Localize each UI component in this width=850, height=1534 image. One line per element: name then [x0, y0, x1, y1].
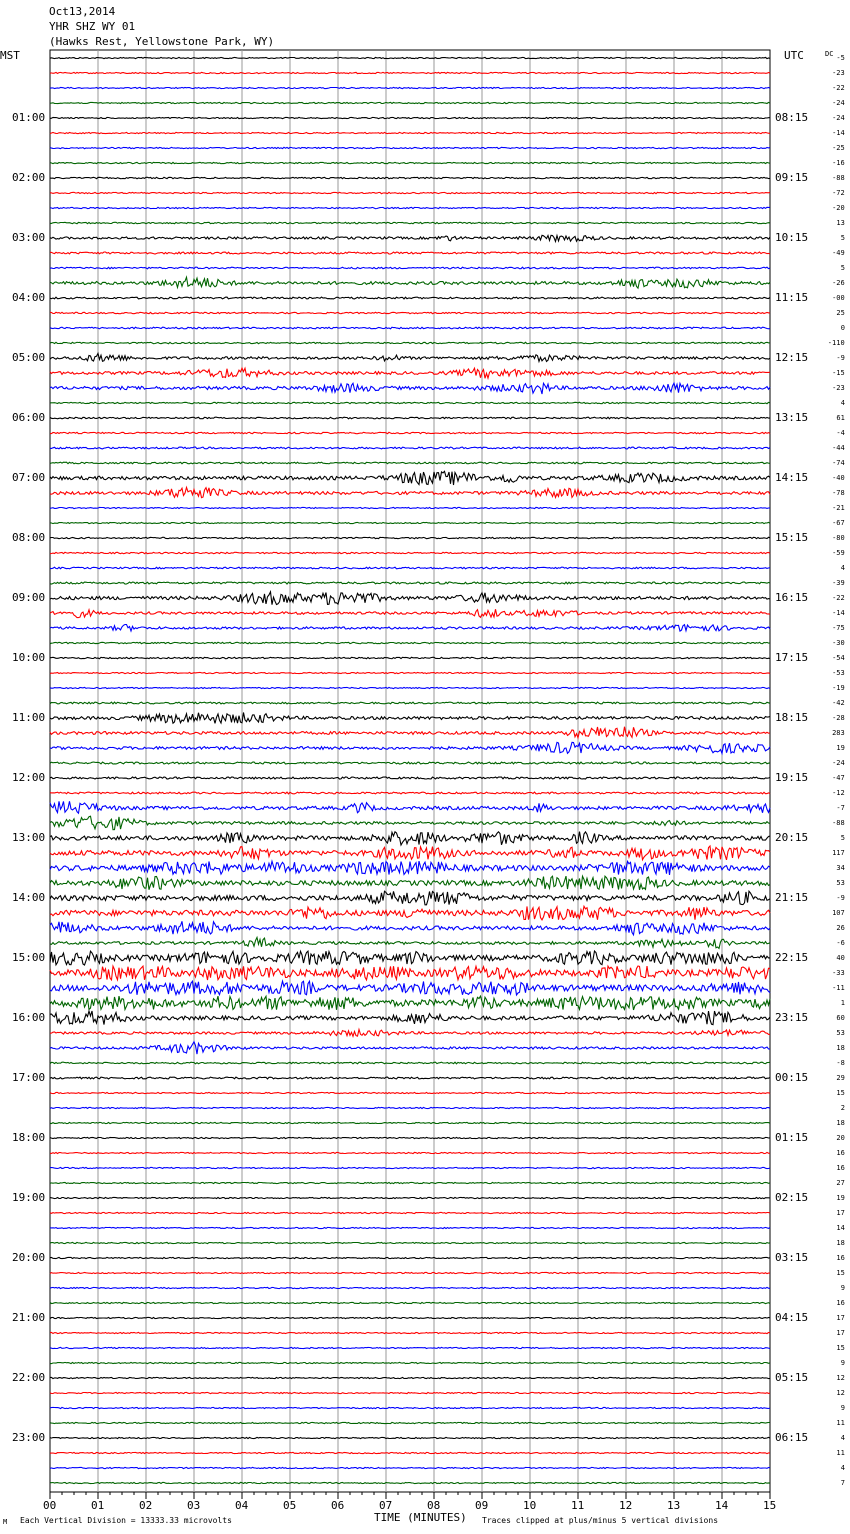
dc-offset-value: 11 — [836, 1449, 845, 1457]
dc-offset-value: 9 — [840, 1359, 845, 1367]
minute-tick-label: 06 — [331, 1499, 345, 1512]
dc-offset-value: 16 — [836, 1299, 845, 1307]
utc-hour-label: 12:15 — [775, 351, 809, 364]
seismic-trace-row — [50, 592, 770, 605]
seismic-trace-row — [50, 792, 770, 794]
plot-date: Oct13,2014 — [49, 5, 116, 18]
dc-offset-value: -80 — [832, 534, 845, 542]
dc-offset-value: -72 — [832, 189, 845, 197]
dc-offset-value: 20 — [836, 1134, 845, 1142]
seismic-trace-row — [50, 447, 770, 449]
dc-offset-value: -5 — [836, 54, 845, 62]
utc-hour-label: 10:15 — [775, 231, 809, 244]
seismic-trace-row — [50, 1407, 770, 1408]
seismic-trace-row — [50, 222, 770, 223]
seismic-trace-row — [50, 417, 770, 419]
seismic-trace-row — [50, 57, 770, 58]
minute-tick-label: 15 — [763, 1499, 777, 1512]
dc-offset-value: -14 — [832, 609, 845, 617]
mst-hour-label: 04:00 — [12, 291, 46, 304]
utc-hour-label: 23:15 — [775, 1011, 809, 1024]
mst-hour-label: 13:00 — [12, 831, 46, 844]
dc-offset-value: 18 — [836, 1044, 845, 1052]
seismic-trace-row — [50, 402, 770, 403]
seismic-trace-row — [50, 507, 770, 508]
dc-offset-value: 283 — [832, 729, 845, 737]
dc-offset-value: 25 — [836, 309, 845, 317]
dc-offset-value: 9 — [840, 1284, 845, 1292]
dc-offset-value: 29 — [836, 1074, 845, 1082]
utc-hour-label: 13:15 — [775, 411, 809, 424]
mst-hour-label: 22:00 — [12, 1371, 46, 1384]
clip-note: Traces clipped at plus/minus 5 vertical divisions — [482, 1516, 719, 1525]
utc-hour-label: 20:15 — [775, 831, 809, 844]
seismic-trace-row — [50, 1437, 770, 1438]
seismic-trace-row — [50, 1257, 770, 1258]
mst-hour-label: 16:00 — [12, 1011, 46, 1024]
dc-offset-value: 5 — [840, 264, 845, 272]
minute-tick-label: 12 — [619, 1499, 633, 1512]
seismic-trace-row — [50, 1011, 770, 1025]
seismic-trace-row — [50, 312, 770, 313]
dc-offset-value: 18 — [836, 1239, 845, 1247]
seismic-trace-row — [50, 1332, 770, 1333]
seismic-trace-row — [50, 609, 770, 617]
seismic-trace-row — [50, 1122, 770, 1123]
seismic-trace-row — [50, 846, 770, 860]
dc-offset-value: -19 — [832, 684, 845, 692]
dc-offset-value: 4 — [840, 564, 845, 572]
seismic-trace-row — [50, 1317, 770, 1318]
seismic-trace-row — [50, 832, 770, 845]
dc-offset-value: -11 — [832, 984, 845, 992]
seismic-trace-row — [50, 801, 770, 813]
seismic-trace-row — [50, 552, 770, 553]
minute-tick-label: 05 — [283, 1499, 297, 1512]
seismic-trace-row — [50, 727, 770, 738]
dc-offset-header: DC — [825, 50, 834, 58]
minute-tick-label: 09 — [475, 1499, 489, 1512]
dc-offset-value: -14 — [832, 129, 845, 137]
seismic-trace-row — [50, 891, 770, 905]
dc-offset-value: -9 — [836, 354, 845, 362]
seismic-trace-row — [50, 1227, 770, 1228]
seismic-trace-row — [50, 625, 770, 632]
utc-hour-label: 05:15 — [775, 1371, 809, 1384]
dc-offset-value: -28 — [832, 714, 845, 722]
mst-hour-label: 14:00 — [12, 891, 46, 904]
dc-offset-value: -12 — [832, 789, 845, 797]
seismic-trace-row — [50, 383, 770, 394]
seismic-trace-row — [50, 297, 770, 299]
dc-offset-value: -21 — [832, 504, 845, 512]
station-code: YHR SHZ WY 01 — [49, 20, 136, 33]
mst-hour-label: 03:00 — [12, 231, 46, 244]
seismic-trace-row — [50, 876, 770, 890]
dc-offset-value: 9 — [840, 1404, 845, 1412]
dc-offset-value: -7 — [836, 804, 845, 812]
dc-offset-value: 0 — [840, 324, 845, 332]
mst-hour-label: 09:00 — [12, 591, 46, 604]
utc-hour-label: 18:15 — [775, 711, 809, 724]
seismic-trace-row — [50, 235, 770, 241]
dc-offset-value: 53 — [836, 1029, 845, 1037]
dc-offset-value: 2 — [840, 1104, 845, 1112]
seismic-trace-row — [50, 762, 770, 764]
utc-hour-label: 21:15 — [775, 891, 809, 904]
utc-hour-label: 04:15 — [775, 1311, 809, 1324]
seismic-trace-row — [50, 1422, 770, 1423]
dc-offset-value: 13 — [836, 219, 845, 227]
dc-offset-value: -88 — [832, 819, 845, 827]
minute-tick-label: 01 — [91, 1499, 105, 1512]
minute-tick-label: 14 — [715, 1499, 729, 1512]
dc-offset-value: -22 — [832, 594, 845, 602]
dc-offset-value: 19 — [836, 744, 845, 752]
utc-hour-label: 11:15 — [775, 291, 809, 304]
dc-offset-value: -23 — [832, 384, 845, 392]
seismic-trace-row — [50, 1482, 770, 1483]
dc-offset-value: -15 — [832, 369, 845, 377]
dc-offset-value: 18 — [836, 1119, 845, 1127]
mst-hour-label: 21:00 — [12, 1311, 46, 1324]
minute-tick-label: 13 — [667, 1499, 681, 1512]
dc-offset-value: 4 — [840, 1434, 845, 1442]
seismic-trace-row — [50, 487, 770, 497]
seismic-trace-row — [50, 102, 770, 103]
dc-offset-value: 16 — [836, 1254, 845, 1262]
seismic-trace-row — [50, 72, 770, 73]
mst-hour-label: 05:00 — [12, 351, 46, 364]
dc-offset-value: 15 — [836, 1269, 845, 1277]
seismic-trace-row — [50, 252, 770, 254]
dc-offset-value: 14 — [836, 1224, 845, 1232]
seismic-trace-row — [50, 353, 770, 361]
seismic-trace-row — [50, 951, 770, 965]
seismic-trace-row — [50, 192, 770, 193]
seismic-trace-row — [50, 162, 770, 163]
dc-offset-value: -88 — [832, 174, 845, 182]
mst-hour-label: 17:00 — [12, 1071, 46, 1084]
seismic-trace-row — [50, 921, 770, 935]
seismic-trace-row — [50, 327, 770, 329]
utc-hour-label: 14:15 — [775, 471, 809, 484]
dc-offset-value: 11 — [836, 1419, 845, 1427]
seismic-trace-row — [50, 1362, 770, 1363]
seismic-trace-row — [50, 1302, 770, 1303]
utc-hour-label: 03:15 — [775, 1251, 809, 1264]
seismic-trace-row — [50, 1287, 770, 1288]
dc-offset-value: -24 — [832, 114, 845, 122]
dc-offset-value: 16 — [836, 1149, 845, 1157]
minute-tick-label: 00 — [43, 1499, 57, 1512]
seismic-trace-row — [50, 713, 770, 724]
seismic-trace-row — [50, 1392, 770, 1393]
left-timezone-label: MST — [0, 49, 20, 62]
dc-offset-value: -59 — [832, 549, 845, 557]
dc-offset-value: -4 — [836, 429, 845, 437]
seismic-trace-row — [50, 937, 770, 948]
seismic-trace-row — [50, 432, 770, 433]
mst-hour-label: 18:00 — [12, 1131, 46, 1144]
utc-hour-label: 01:15 — [775, 1131, 809, 1144]
dc-offset-value: -53 — [832, 669, 845, 677]
seismic-trace-row — [50, 642, 770, 643]
dc-offset-value: 12 — [836, 1389, 845, 1397]
utc-hour-label: 06:15 — [775, 1431, 809, 1444]
seismic-trace-row — [50, 906, 770, 920]
utc-hour-label: 02:15 — [775, 1191, 809, 1204]
dc-offset-value: -25 — [832, 144, 845, 152]
utc-hour-label: 16:15 — [775, 591, 809, 604]
seismic-trace-row — [50, 1272, 770, 1273]
minute-tick-label: 11 — [571, 1499, 585, 1512]
x-axis-title: TIME (MINUTES) — [374, 1511, 467, 1524]
dc-offset-value: 40 — [836, 954, 845, 962]
minute-tick-label: 07 — [379, 1499, 393, 1512]
dc-offset-value: 15 — [836, 1344, 845, 1352]
seismic-trace-row — [50, 966, 770, 980]
utc-hour-label: 17:15 — [775, 651, 809, 664]
dc-offset-value: 7 — [840, 1479, 845, 1487]
dc-offset-value: 15 — [836, 1089, 845, 1097]
dc-offset-value: -110 — [827, 339, 845, 347]
dc-offset-value: -49 — [832, 249, 845, 257]
seismic-trace-row — [50, 1242, 770, 1243]
seismic-trace-row — [50, 1030, 770, 1037]
dc-offset-value: -40 — [832, 474, 845, 482]
dc-offset-value: 26 — [836, 924, 845, 932]
seismic-trace-row — [50, 1077, 770, 1079]
dc-offset-value: 17 — [836, 1314, 845, 1322]
right-timezone-label: UTC — [784, 49, 804, 62]
utc-hour-label: 22:15 — [775, 951, 809, 964]
mst-hour-label: 07:00 — [12, 471, 46, 484]
station-location: (Hawks Rest, Yellowstone Park, WY) — [49, 35, 275, 48]
minute-tick-label: 03 — [187, 1499, 201, 1512]
dc-offset-value: -75 — [832, 624, 845, 632]
dc-offset-value: -67 — [832, 519, 845, 527]
dc-offset-value: -44 — [832, 444, 845, 452]
seismic-trace-row — [50, 147, 770, 148]
minute-tick-label: 08 — [427, 1499, 441, 1512]
dc-offset-value: -24 — [832, 759, 845, 767]
utc-hour-label: 08:15 — [775, 111, 809, 124]
seismic-trace-row — [50, 1197, 770, 1198]
dc-offset-value: -24 — [832, 99, 845, 107]
seismic-trace-row — [50, 267, 770, 269]
seismic-trace-row — [50, 702, 770, 704]
mst-hour-label: 19:00 — [12, 1191, 46, 1204]
seismic-trace-row — [50, 996, 770, 1010]
mst-hour-label: 02:00 — [12, 171, 46, 184]
seismic-trace-row — [50, 1062, 770, 1064]
seismic-trace-row — [50, 1467, 770, 1468]
dc-offset-value: -30 — [832, 639, 845, 647]
mst-hour-label: 12:00 — [12, 771, 46, 784]
mst-hour-label: 15:00 — [12, 951, 46, 964]
dc-offset-value: -22 — [832, 84, 845, 92]
plot-frame — [50, 50, 770, 1492]
utc-hour-label: 19:15 — [775, 771, 809, 784]
seismic-trace-row — [50, 207, 770, 208]
dc-offset-value: 5 — [840, 834, 845, 842]
dc-offset-value: 117 — [832, 849, 845, 857]
seismic-trace-row — [50, 471, 770, 485]
mst-hour-label: 01:00 — [12, 111, 46, 124]
seismic-trace-row — [50, 1167, 770, 1168]
dc-offset-value: -47 — [832, 774, 845, 782]
seismic-trace-row — [50, 567, 770, 569]
mst-hour-label: 23:00 — [12, 1431, 46, 1444]
dc-offset-value: -23 — [832, 69, 845, 77]
seismic-trace-row — [50, 861, 770, 875]
corner-mark: M — [3, 1518, 8, 1526]
dc-offset-value: 4 — [840, 1464, 845, 1472]
minute-tick-label: 04 — [235, 1499, 249, 1512]
minute-tick-label: 10 — [523, 1499, 537, 1512]
seismic-trace-row — [50, 1347, 770, 1348]
mst-hour-label: 20:00 — [12, 1251, 46, 1264]
dc-offset-value: 17 — [836, 1329, 845, 1337]
seismic-trace-row — [50, 687, 770, 688]
dc-offset-value: -54 — [832, 654, 845, 662]
mst-hour-label: 10:00 — [12, 651, 46, 664]
seismic-trace-row — [50, 132, 770, 133]
seismic-trace-row — [50, 117, 770, 118]
dc-offset-value: -9 — [836, 894, 845, 902]
dc-offset-value: -26 — [832, 279, 845, 287]
dc-offset-value: 1 — [840, 999, 845, 1007]
utc-hour-label: 09:15 — [775, 171, 809, 184]
seismic-trace-row — [50, 1452, 770, 1453]
dc-offset-value: 53 — [836, 879, 845, 887]
seismic-trace-row — [50, 1377, 770, 1378]
dc-offset-value: -00 — [832, 294, 845, 302]
dc-offset-value: 4 — [840, 399, 845, 407]
dc-offset-value: 19 — [836, 1194, 845, 1202]
mst-hour-label: 06:00 — [12, 411, 46, 424]
vertical-scale-note: Each Vertical Division = 13333.33 microvolts — [20, 1516, 232, 1525]
seismic-trace-row — [50, 87, 770, 88]
seismic-trace-row — [50, 1182, 770, 1183]
dc-offset-value: -20 — [832, 204, 845, 212]
seismic-trace-row — [50, 816, 770, 830]
dc-offset-value: 17 — [836, 1209, 845, 1217]
minute-tick-label: 02 — [139, 1499, 153, 1512]
utc-hour-label: 15:15 — [775, 531, 809, 544]
seismic-trace-row — [50, 1152, 770, 1153]
seismic-trace-row — [50, 981, 770, 995]
dc-offset-value: -33 — [832, 969, 845, 977]
seismic-trace-row — [50, 657, 770, 658]
dc-offset-value: 27 — [836, 1179, 845, 1187]
seismic-trace-row — [50, 742, 770, 753]
dc-offset-value: 5 — [840, 234, 845, 242]
dc-offset-value: -16 — [832, 159, 845, 167]
seismic-trace-row — [50, 537, 770, 538]
dc-offset-value: -6 — [836, 939, 845, 947]
dc-offset-value: -42 — [832, 699, 845, 707]
seismic-trace-row — [50, 582, 770, 584]
seismic-trace-row — [50, 177, 770, 178]
seismic-trace-row — [50, 672, 770, 673]
dc-offset-value: -39 — [832, 579, 845, 587]
dc-offset-value: 16 — [836, 1164, 845, 1172]
dc-offset-value: 107 — [832, 909, 845, 917]
dc-offset-value: -8 — [836, 1059, 845, 1067]
mst-hour-label: 08:00 — [12, 531, 46, 544]
seismic-trace-row — [50, 1137, 770, 1138]
seismic-trace-row — [50, 1092, 770, 1093]
seismic-trace-row — [50, 1107, 770, 1108]
dc-offset-value: -78 — [832, 489, 845, 497]
utc-hour-label: 00:15 — [775, 1071, 809, 1084]
seismic-trace-row — [50, 1042, 770, 1054]
seismic-trace-row — [50, 777, 770, 779]
dc-offset-value: -74 — [832, 459, 845, 467]
seismic-trace-row — [50, 368, 770, 378]
dc-offset-value: 61 — [836, 414, 845, 422]
dc-offset-value: 60 — [836, 1014, 845, 1022]
dc-offset-value: 12 — [836, 1374, 845, 1382]
seismic-trace-row — [50, 1212, 770, 1213]
seismic-trace-row — [50, 462, 770, 464]
dc-offset-value: 34 — [836, 864, 845, 872]
seismic-trace-row — [50, 522, 770, 523]
mst-hour-label: 11:00 — [12, 711, 46, 724]
seismic-trace-row — [50, 277, 770, 288]
seismic-trace-row — [50, 342, 770, 343]
